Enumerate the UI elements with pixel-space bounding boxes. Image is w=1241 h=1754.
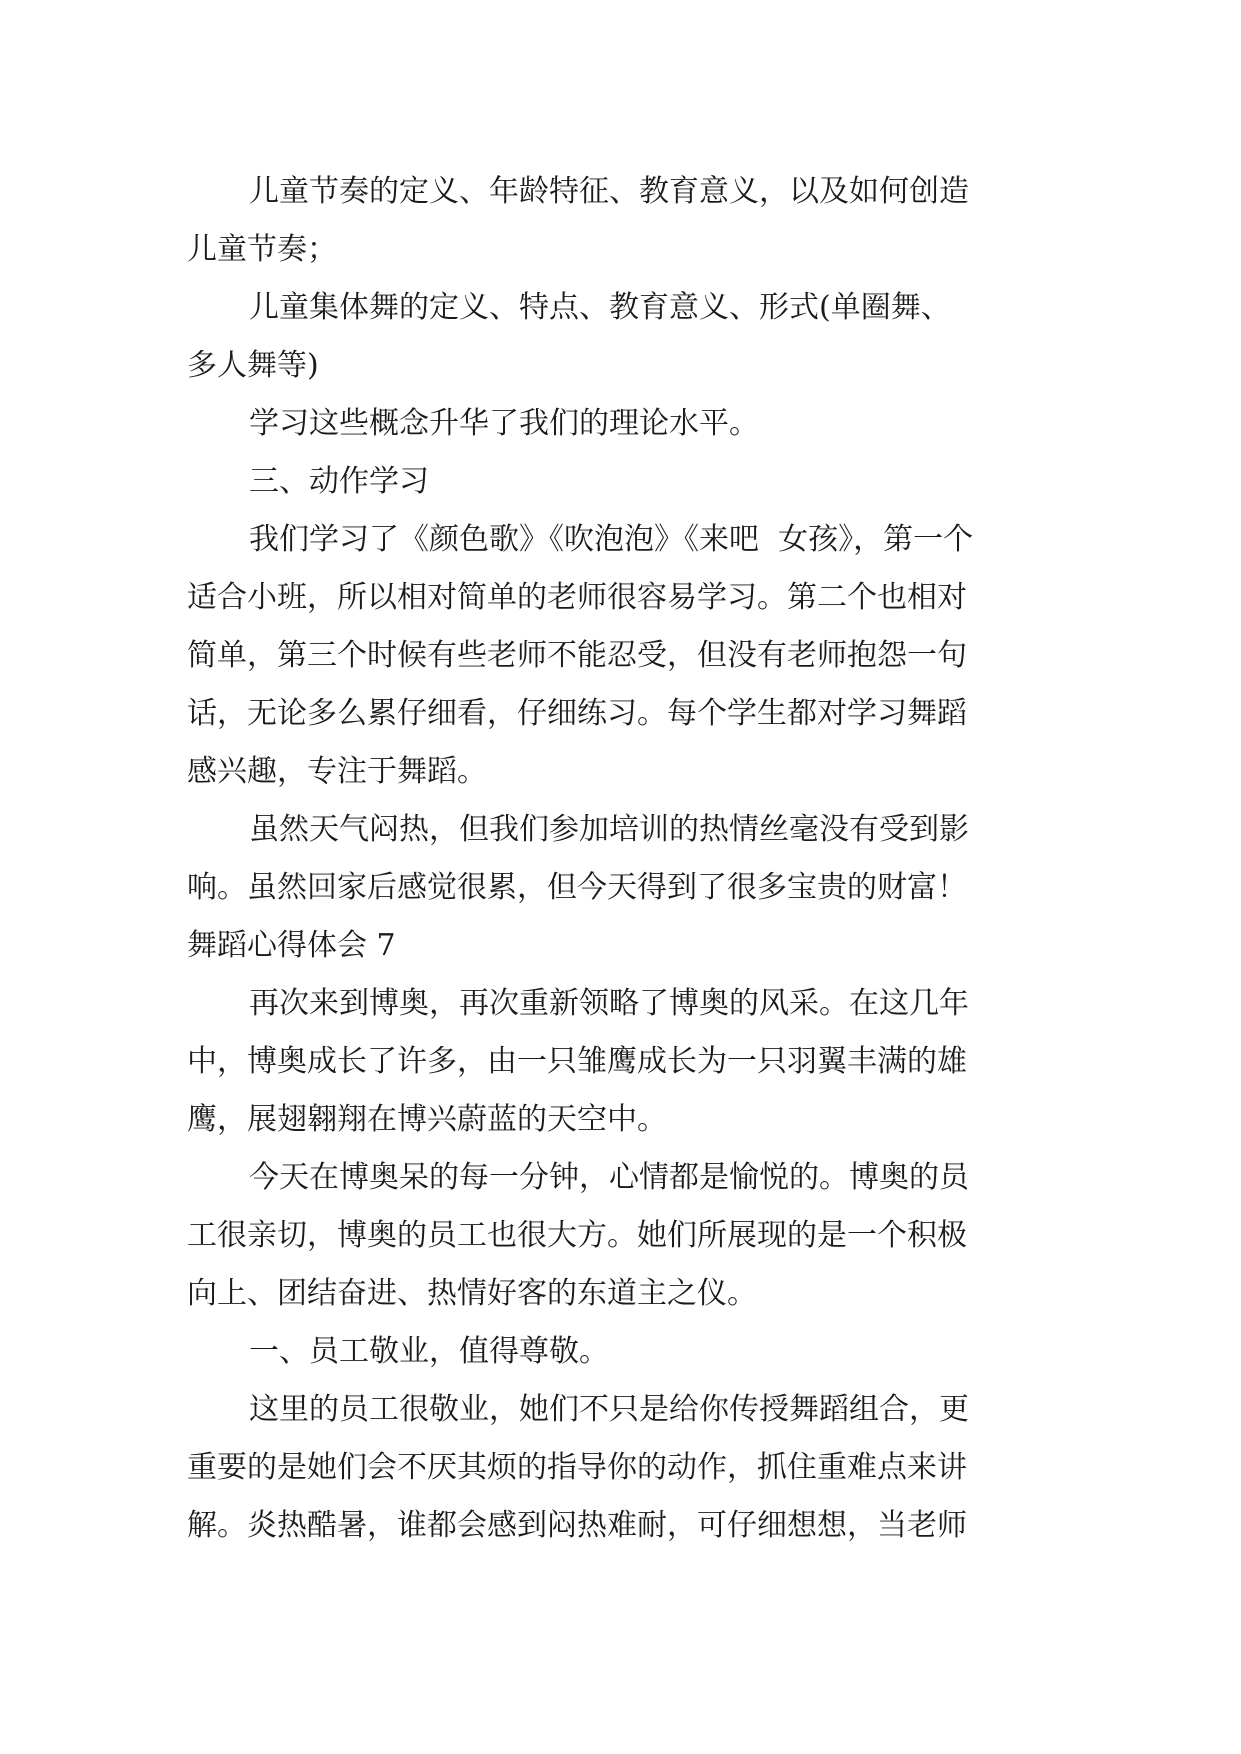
- text-line: 学习这些概念升华了我们的理论水平。: [249, 406, 759, 441]
- text-line: 适合小班，所以相对简单的老师很容易学习。第二个也相对: [187, 580, 967, 615]
- text-line: 解。炎热酷暑，谁都会感到闷热难耐，可仔细想想，当老师: [187, 1508, 967, 1543]
- text-line: 虽然天气闷热，但我们参加培训的热情丝毫没有受到影: [249, 812, 969, 847]
- text-line: 简单，第三个时候有些老师不能忍受，但没有老师抱怨一句: [187, 638, 967, 673]
- text-line: 中，博奥成长了许多，由一只雏鹰成长为一只羽翼丰满的雄: [187, 1044, 967, 1079]
- document-body: [187, 163, 1053, 1555]
- text-line: 我们学习了《颜色歌》《吹泡泡》《来吧 女孩》，第一个: [249, 522, 974, 557]
- article-title: 舞蹈心得体会 7: [187, 928, 396, 963]
- text-line: 话，无论多么累仔细看，仔细练习。每个学生都对学习舞蹈: [187, 696, 967, 731]
- text-line: 儿童节奏；: [187, 232, 337, 267]
- text-line: 重要的是她们会不厌其烦的指导你的动作，抓住重难点来讲: [187, 1450, 967, 1485]
- text-line: 儿童集体舞的定义、特点、教育意义、形式(单圈舞、: [249, 290, 951, 325]
- text-line: 鹰，展翅翱翔在博兴蔚蓝的天空中。: [187, 1102, 667, 1137]
- section-heading: 三、动作学习: [249, 464, 429, 499]
- text-line: 今天在博奥呆的每一分钟，心情都是愉悦的。博奥的员: [249, 1160, 969, 1195]
- text-line: 这里的员工很敬业，她们不只是给你传授舞蹈组合，更: [249, 1392, 969, 1427]
- text-line: 再次来到博奥，再次重新领略了博奥的风采。在这几年: [249, 986, 969, 1021]
- text-line: 感兴趣，专注于舞蹈。: [187, 754, 487, 789]
- text-line: 儿童节奏的定义、年龄特征、教育意义，以及如何创造: [249, 174, 969, 209]
- section-heading: 一、员工敬业，值得尊敬。: [249, 1334, 609, 1369]
- text-line: 响。虽然回家后感觉很累，但今天得到了很多宝贵的财富！: [187, 870, 967, 905]
- text-line: 多人舞等): [187, 348, 319, 383]
- text-line: 工很亲切，博奥的员工也很大方。她们所展现的是一个积极: [187, 1218, 967, 1253]
- text-line: 向上、团结奋进、热情好客的东道主之仪。: [187, 1276, 757, 1311]
